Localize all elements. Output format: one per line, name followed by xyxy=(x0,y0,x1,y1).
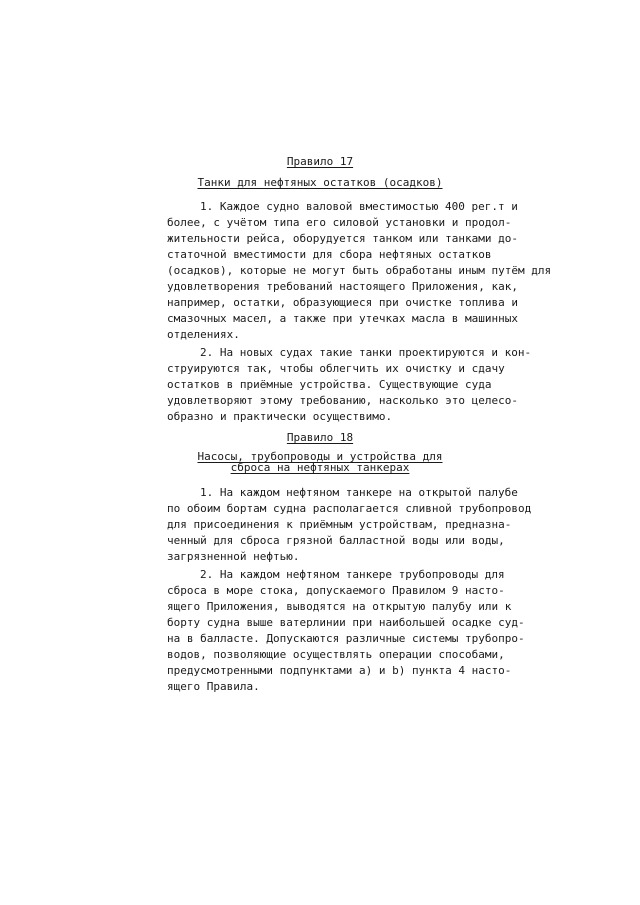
text-line: ящего Правила. xyxy=(167,680,260,693)
text-line: (осадков), которые не могут быть обработаны иным путём для xyxy=(167,264,552,277)
text-line: отделениях. xyxy=(167,328,240,341)
text-line: загрязненной нефтью. xyxy=(167,550,300,563)
text-line: удовлетворяют этому требованию, насколько это целесо- xyxy=(167,394,518,407)
text-line: сброса в море стока, допускаемого Правилом 9 насто- xyxy=(167,584,505,597)
text-line: 2. На каждом нефтяном танкере трубопроводы для xyxy=(200,568,505,581)
text-line: по обоим бортам судна располагается сливной трубопровод xyxy=(167,502,532,515)
rule-18-subtitle-line-1: Насосы, трубопроводы и устройства для xyxy=(197,450,443,463)
text-line: остатков в приёмные устройства. Существующие суда xyxy=(167,378,492,391)
text-line: более, с учётом типа его силовой установки и продол- xyxy=(167,216,512,229)
rule-18-subtitle-line-2: сброса на нефтяных танкерах xyxy=(230,461,410,474)
text-line: образно и практически осуществимо. xyxy=(167,410,393,423)
text-line: 1. Каждое судно валовой вместимостью 400 рег.т и xyxy=(200,200,518,213)
text-line: например, остатки, образующиеся при очистке топлива и xyxy=(167,296,518,309)
text-line: смазочных масел, а также при утечках масла в машинных xyxy=(167,312,518,325)
rule-17-subtitle: Танки для нефтяных остатков (осадков) xyxy=(197,176,443,189)
rule-17-title: Правило 17 xyxy=(286,155,354,168)
text-line: ящего Приложения, выводятся на открытую палубу или к xyxy=(167,600,512,613)
text-line: ченный для сброса грязной балластной воды или воды, xyxy=(167,534,505,547)
rule-18-title: Правило 18 xyxy=(286,431,354,444)
text-line: предусмотренными подпунктами a) и b) пункта 4 насто- xyxy=(167,664,512,677)
text-line: на в балласте. Допускаются различные системы трубопро- xyxy=(167,632,525,645)
text-line: струируются так, чтобы облегчить их очистку и сдачу xyxy=(167,362,505,375)
text-line: борту судна выше ватерлинии при наибольшей осадке суд- xyxy=(167,616,525,629)
text-line: водов, позволяющие осуществлять операции способами, xyxy=(167,648,505,661)
text-line: 2. На новых судах такие танки проектируются и кон- xyxy=(200,346,532,359)
text-line: для присоединения к приёмным устройствам, предназна- xyxy=(167,518,512,531)
text-line: удовлетворения требований настоящего Приложения, как, xyxy=(167,280,518,293)
text-line: жительности рейса, оборудуется танком или танками до- xyxy=(167,232,518,245)
text-line: 1. На каждом нефтяном танкере на открытой палубе xyxy=(200,486,518,499)
text-line: статочной вместимости для сбора нефтяных остатков xyxy=(167,248,492,261)
